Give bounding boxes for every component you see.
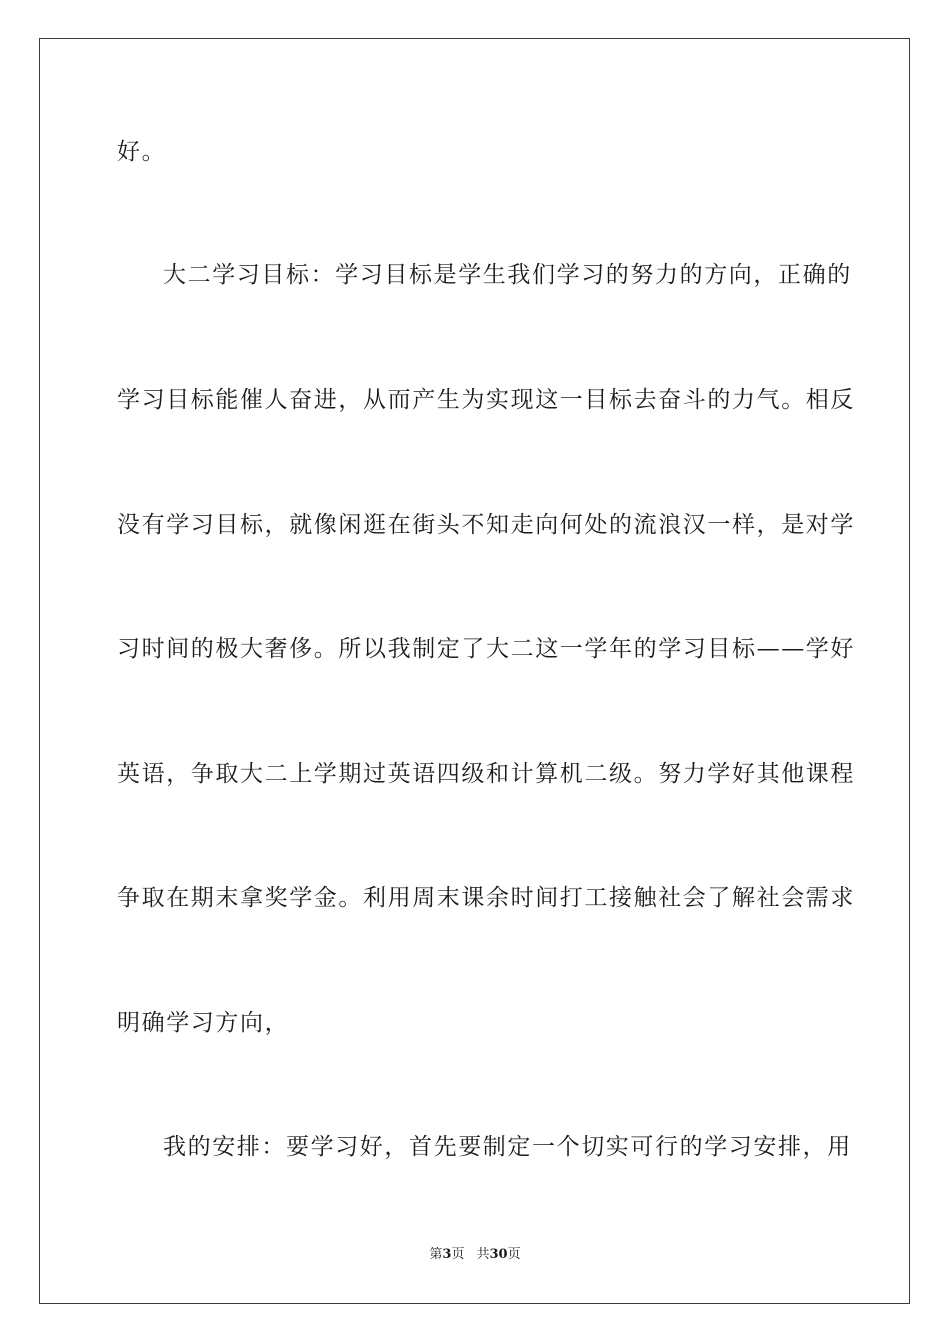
total-prefix: 共 — [476, 1247, 490, 1262]
text-line-4: 没有学习目标，就像闲逛在街头不知走向何处的流浪汉一样，是对学 — [117, 512, 855, 538]
text-line-5: 习时间的极大奢侈。所以我制定了大二这一学年的学习目标——学好 — [117, 636, 855, 662]
page-footer — [0, 1246, 950, 1264]
text-line-9: 我的安排：要学习好，首先要制定一个切实可行的学习安排，用 — [163, 1134, 852, 1160]
page-border — [39, 38, 910, 1304]
text-line-8: 明确学习方向， — [117, 1010, 290, 1036]
total-suffix: 页 — [507, 1247, 521, 1262]
text-line-2: 大二学习目标：学习目标是学生我们学习的努力的方向，正确的 — [163, 262, 852, 288]
text-line-3: 学习目标能催人奋进，从而产生为实现这一目标去奋斗的力气。相反 — [117, 387, 855, 413]
text-line-7: 争取在期末拿奖学金。利用周末课余时间打工接触社会了解社会需求 — [117, 885, 855, 911]
text-line-1: 好。 — [117, 139, 167, 165]
page-number: 3 — [442, 1247, 452, 1262]
page-prefix: 第 — [429, 1247, 443, 1262]
page-suffix: 页 — [451, 1247, 465, 1262]
total-pages: 30 — [489, 1247, 508, 1262]
text-line-6: 英语，争取大二上学期过英语四级和计算机二级。努力学好其他课程 — [117, 761, 855, 787]
